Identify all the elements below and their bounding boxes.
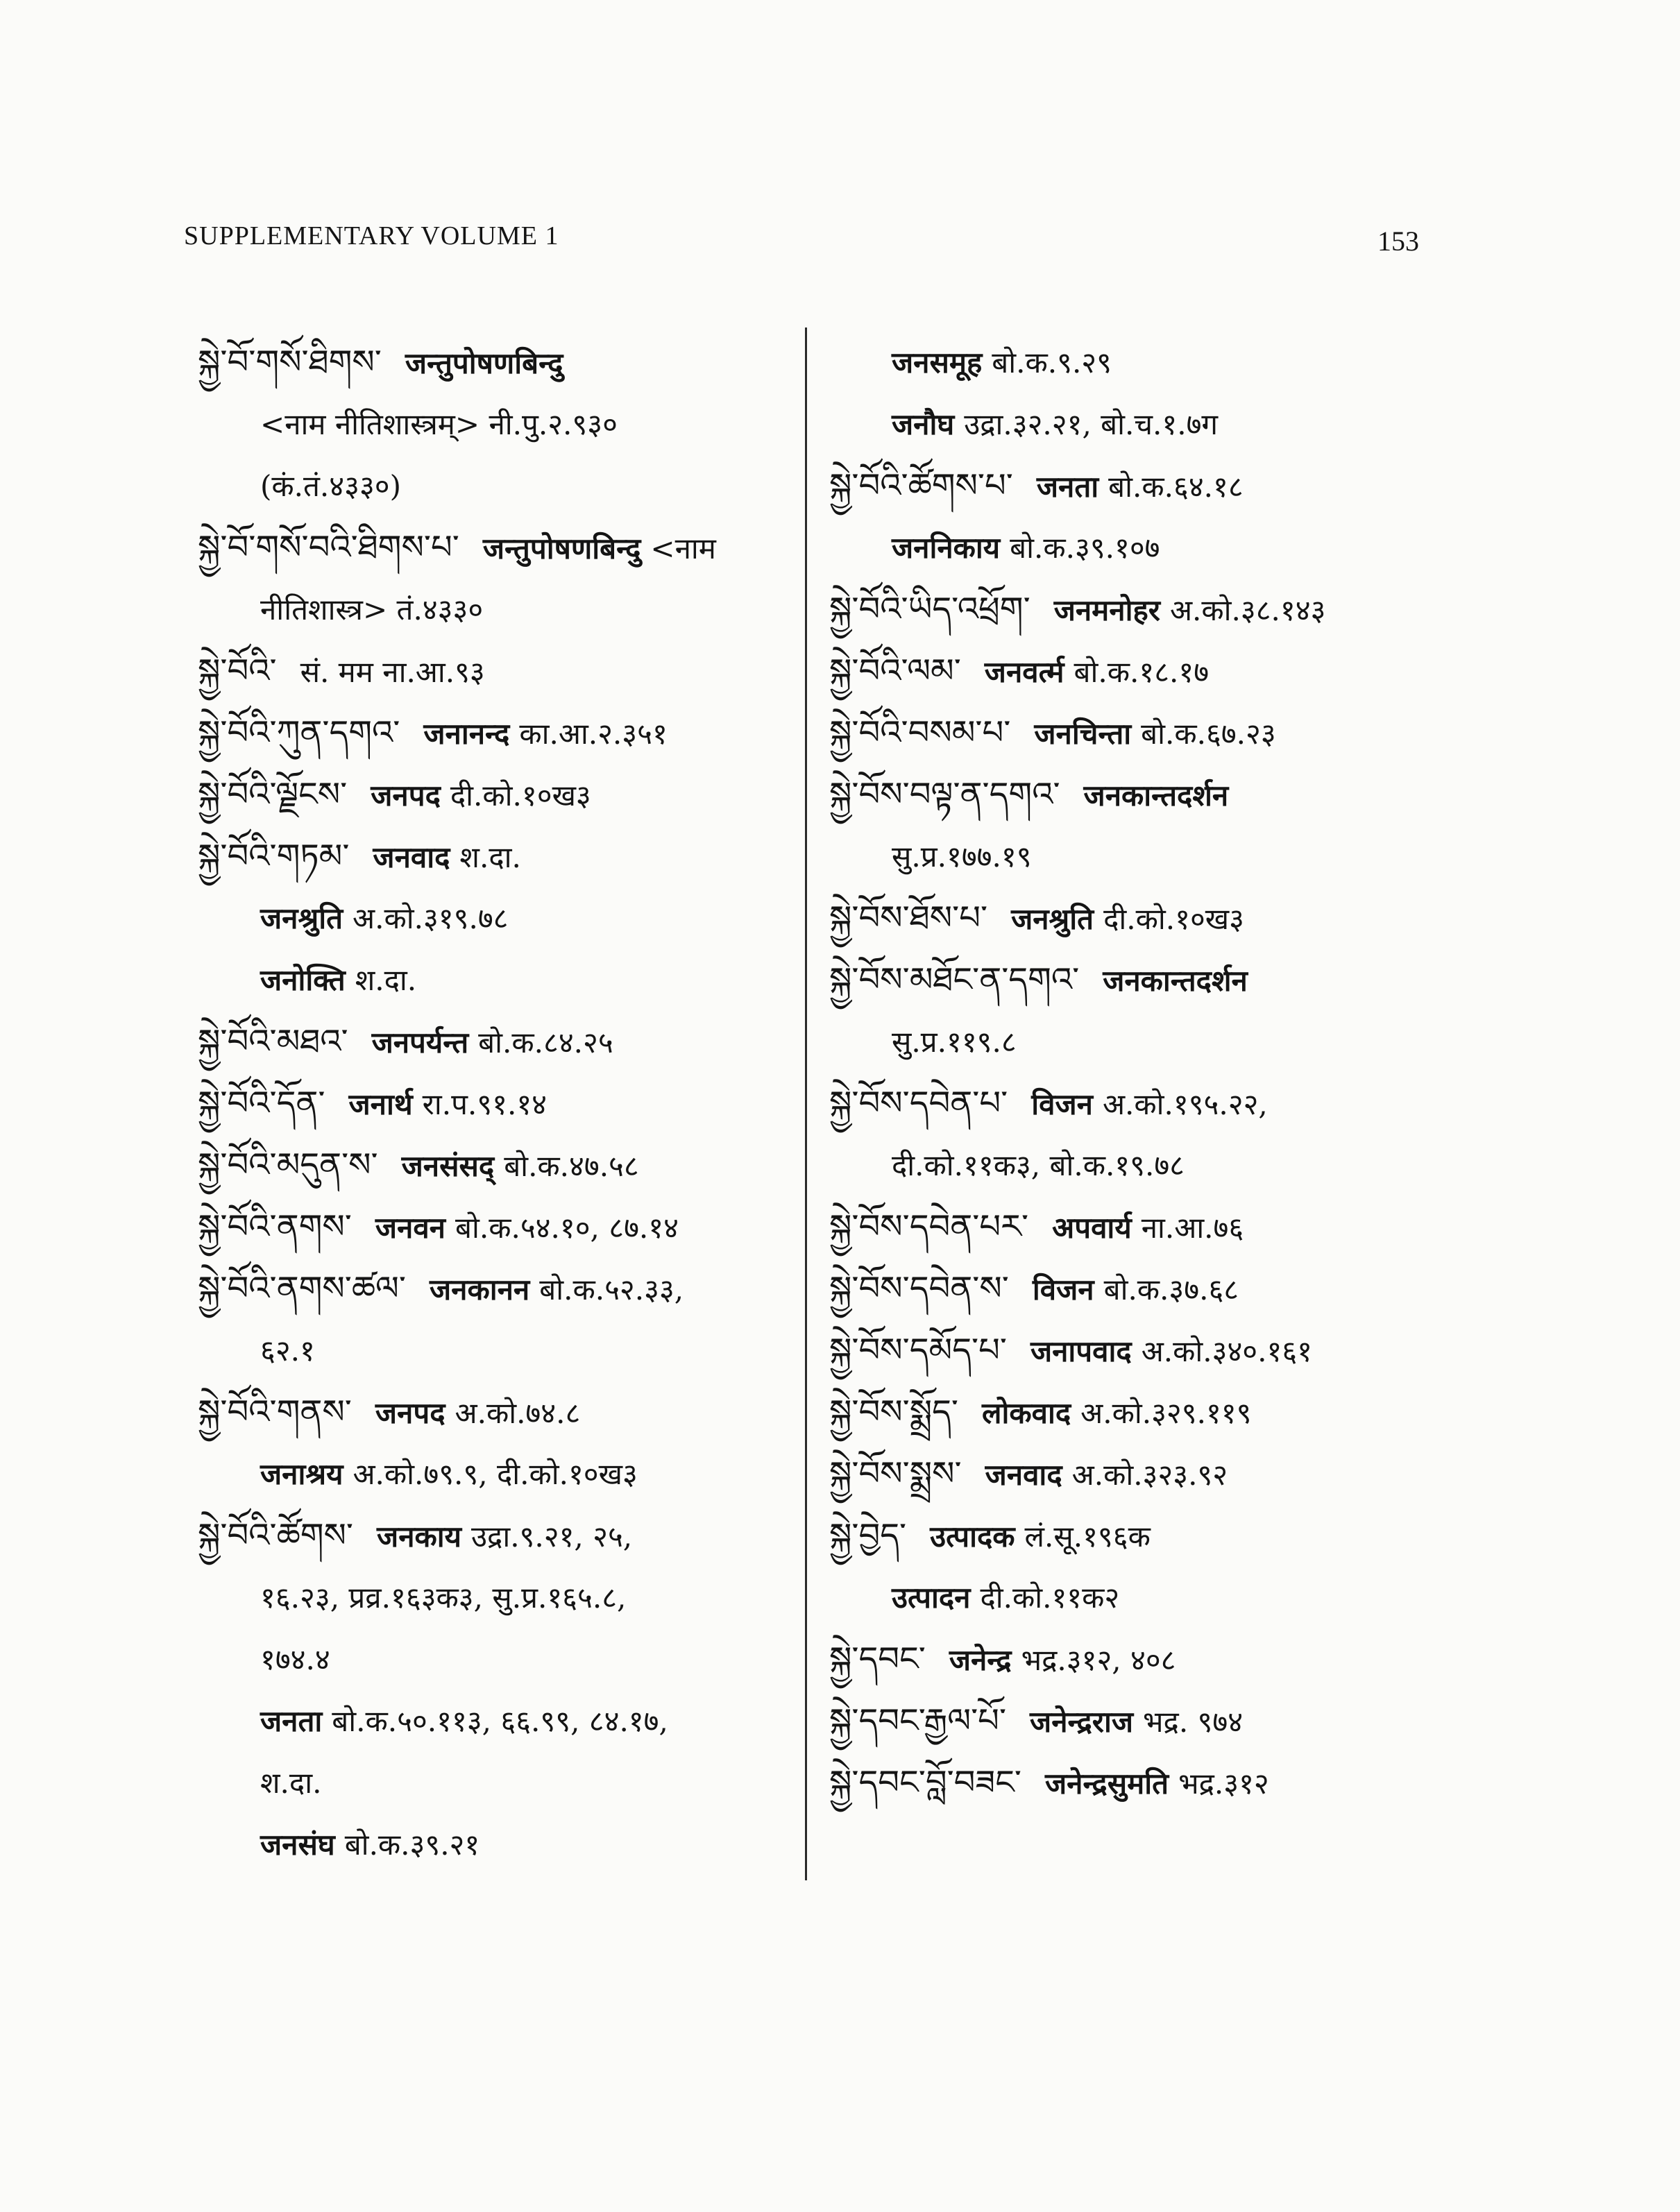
sanskrit-equivalent: जनाश्रय [260, 1457, 343, 1491]
tibetan-headword: སྐྱེ་བོའི་ [198, 652, 277, 690]
sanskrit-equivalent: अपवार्य [1052, 1211, 1132, 1245]
tibetan-headword: སྐྱེ་བྱེད་ [829, 1516, 907, 1555]
source-reference: बो.क.८४.२५ [478, 1026, 613, 1060]
entry-continuation-line [829, 1567, 1454, 1628]
source-reference: नीतिशास्त्र> तं.४३३० [260, 593, 484, 627]
dictionary-entry [198, 640, 795, 702]
sanskrit-equivalent: जनकानन [430, 1273, 530, 1307]
sanskrit-equivalent: जनमनोहर [1053, 593, 1160, 627]
source-reference: १६.२३, प्रव्र.१६३क३, सु.प्र.१६५.८, [260, 1581, 627, 1615]
sanskrit-equivalent: जनवन [375, 1211, 446, 1245]
dictionary-entry [829, 887, 1454, 949]
dictionary-entry [829, 1690, 1454, 1752]
source-reference: १७४.४ [260, 1642, 330, 1676]
sanskrit-equivalent: जनानन्द [423, 717, 510, 751]
left-column [198, 332, 795, 1875]
entry-continuation-line [198, 1567, 795, 1628]
sanskrit-equivalent: जनसंघ [260, 1828, 335, 1862]
source-reference: बो.क.३७.६८ [1103, 1273, 1239, 1307]
sanskrit-equivalent: जनेन्द्रराज [1030, 1705, 1134, 1739]
source-reference: <नाम [650, 531, 716, 565]
tibetan-headword: སྐྱེ་དབང་ [829, 1640, 926, 1678]
entry-continuation-line [829, 826, 1454, 887]
source-reference: दी.को.११क३, बो.क.१९.७८ [892, 1148, 1185, 1182]
sanskrit-equivalent: जनवाद [373, 840, 450, 874]
dictionary-entry [829, 1628, 1454, 1690]
entry-continuation-line [198, 1814, 795, 1875]
source-reference: बो.क.६४.१८ [1108, 470, 1244, 504]
source-reference: सु.प्र.११९.८ [892, 1025, 1017, 1059]
entry-continuation-line [829, 332, 1454, 393]
dictionary-entry [829, 702, 1454, 764]
sanskrit-equivalent: जनकान्तदर्शन [1083, 779, 1229, 813]
source-reference: सं. मम ना.आ.९३ [300, 655, 485, 689]
source-reference: श.दा. [355, 963, 417, 997]
sanskrit-equivalent: जनापवाद [1030, 1334, 1132, 1368]
sanskrit-equivalent: जनता [260, 1704, 323, 1738]
source-reference: भद्र.३१२, ४०८ [1021, 1643, 1176, 1677]
sanskrit-equivalent: जनसमूह [892, 346, 983, 380]
sanskrit-equivalent: जनकान्तदर्शन [1103, 964, 1248, 998]
sanskrit-equivalent: जनौघ [892, 407, 955, 441]
dictionary-entry [829, 579, 1454, 640]
sanskrit-equivalent: जननिकाय [892, 531, 1001, 565]
tibetan-headword: སྐྱེ་བོས་དམོད་པ་ [829, 1331, 1007, 1370]
source-reference: भद्र.३१२ [1178, 1767, 1269, 1801]
tibetan-headword: སྐྱེ་བོས་ཐོས་པ་ [829, 899, 988, 937]
sanskrit-equivalent: जनकाय [377, 1520, 461, 1554]
source-reference: ना.आ.७६ [1141, 1211, 1244, 1245]
sanskrit-equivalent: जनोक्ति [260, 963, 346, 997]
sanskrit-equivalent: जनपद [375, 1396, 446, 1430]
dictionary-entry [198, 1073, 795, 1134]
entry-continuation-line [829, 517, 1454, 579]
entry-continuation-line [829, 393, 1454, 455]
dictionary-entry [829, 640, 1454, 702]
tibetan-headword: སྐྱེ་བོས་དབེན་ས་ [829, 1269, 1009, 1308]
source-reference: भद्र. ९७४ [1143, 1705, 1244, 1739]
source-reference: (कं.तं.४३३०) [260, 469, 402, 503]
sanskrit-equivalent: जनार्थ [348, 1087, 413, 1121]
source-reference: अ.को.३२९.११९ [1080, 1396, 1252, 1430]
tibetan-headword: སྐྱེ་བོའི་ནགས་ [198, 1207, 352, 1246]
source-reference: का.आ.२.३५१ [519, 717, 668, 751]
dictionary-entry [829, 1258, 1454, 1320]
source-reference: श.दा. [459, 840, 521, 874]
source-reference: बो.क.९.२९ [992, 346, 1112, 380]
dictionary-entry [198, 1381, 795, 1443]
source-reference: दी.को.१०ख३ [450, 779, 591, 813]
source-reference: बो.क.५४.१०, ८७.१४ [455, 1211, 679, 1245]
source-reference: लं.सू.१९६क [1024, 1520, 1151, 1554]
entry-continuation-line [198, 393, 795, 455]
tibetan-headword: སྐྱེ་བོས་སྨྲོད་ [829, 1393, 959, 1431]
dictionary-entry [198, 517, 795, 579]
sanskrit-equivalent: जनपद [371, 779, 441, 813]
tibetan-headword: སྐྱེ་བོའི་ཚོགས་ [198, 1516, 354, 1555]
entry-continuation-line [198, 579, 795, 640]
sanskrit-equivalent: जनसंसद् [401, 1149, 495, 1183]
tibetan-headword: སྐྱེ་བོའི་ཚོགས་པ་ [829, 466, 1013, 505]
tibetan-headword: སྐྱེ་བོའི་གནས་ [198, 1393, 352, 1431]
sanskrit-equivalent: जनचिन्ता [1034, 717, 1132, 751]
source-reference: अ.को.७४.८ [455, 1396, 581, 1430]
tibetan-headword: སྐྱེ་བོའི་ལྗོངས་ [198, 775, 348, 814]
tibetan-headword: སྐྱེ་བོའི་བསམ་པ་ [829, 713, 1011, 752]
source-reference: उद्रा.३२.२१, बो.च.१.७ग [964, 407, 1219, 441]
dictionary-entry [198, 1258, 795, 1320]
dictionary-entry [198, 1134, 795, 1196]
tibetan-headword: སྐྱེ་བོའི་མདུན་ས་ [198, 1146, 378, 1184]
entry-continuation-line [198, 455, 795, 517]
source-reference: अ.को.३४०.१६१ [1141, 1334, 1313, 1368]
entry-continuation-line [829, 1011, 1454, 1073]
tibetan-headword: སྐྱེ་བོའི་ཡིད་འཕྲོག་ [829, 590, 1030, 629]
dictionary-entry [829, 1505, 1454, 1567]
tibetan-headword: སྐྱེ་དབང་བློ་བཟང་ [829, 1763, 1021, 1802]
entry-continuation-line [198, 887, 795, 949]
tibetan-headword: སྐྱེ་བོས་སྨྲས་ [829, 1454, 962, 1493]
source-reference: दी.को.११क२ [980, 1581, 1120, 1615]
sanskrit-equivalent: उत्पादन [892, 1581, 971, 1615]
dictionary-entry [198, 702, 795, 764]
sanskrit-equivalent: लोकवाद [982, 1396, 1071, 1430]
entry-continuation-line [198, 1320, 795, 1381]
sanskrit-equivalent: जनश्रुति [1011, 902, 1094, 936]
dictionary-entry [198, 764, 795, 826]
dictionary-entry [198, 826, 795, 887]
sanskrit-equivalent: जनेन्द्रसुमति [1044, 1767, 1169, 1801]
dictionary-entry [829, 764, 1454, 826]
tibetan-headword: སྐྱེ་བོས་དབེན་པར་ [829, 1207, 1029, 1246]
source-reference: बो.क.३९.२१ [344, 1828, 480, 1862]
tibetan-headword: སྐྱེ་བོས་དབེན་པ་ [829, 1084, 1008, 1123]
source-reference: अ.को.३८.१४३ [1169, 593, 1326, 627]
source-reference: <नाम नीतिशास्त्रम्> नी.पु.२.९३० [260, 407, 618, 441]
right-column [829, 332, 1454, 1814]
dictionary-entry [198, 1196, 795, 1258]
sanskrit-equivalent: जनश्रुति [260, 901, 343, 935]
running-head: SUPPLEMENTARY VOLUME 1 [184, 221, 559, 250]
source-reference: अ.को.३१९.७८ [353, 901, 509, 935]
dictionary-entry [829, 1196, 1454, 1258]
entry-continuation-line [198, 949, 795, 1011]
entry-continuation-line [198, 1752, 795, 1814]
dictionary-entry [829, 1073, 1454, 1134]
dictionary-entry [829, 1381, 1454, 1443]
entry-continuation-line [198, 1443, 795, 1505]
dictionary-entry [829, 455, 1454, 517]
tibetan-headword: སྐྱེ་དབང་རྒྱལ་པོ་ [829, 1701, 1007, 1740]
tibetan-headword: སྐྱེ་བོའི་ནགས་ཚལ་ [198, 1269, 407, 1308]
tibetan-headword: སྐྱེ་བོས་མཐོང་ན་དགའ་ [829, 960, 1080, 999]
source-reference: ६२.१ [260, 1334, 315, 1368]
tibetan-headword: སྐྱེ་བོ་གསོ་ཐིགས་ [198, 343, 382, 382]
sanskrit-equivalent: विजन [1031, 1087, 1093, 1121]
dictionary-entry [198, 332, 795, 393]
sanskrit-equivalent: जन्तुपोषणबिन्दु [482, 531, 641, 565]
entry-continuation-line [829, 1134, 1454, 1196]
sanskrit-equivalent: जन्तुपोषणबिन्दु [405, 346, 563, 380]
column-divider [805, 327, 807, 1880]
sanskrit-equivalent: उत्पादक [930, 1520, 1015, 1554]
source-reference: श.दा. [260, 1766, 322, 1800]
entry-continuation-line [198, 1628, 795, 1690]
tibetan-headword: སྐྱེ་བོའི་དོན་ [198, 1084, 325, 1123]
entry-continuation-line [198, 1690, 795, 1752]
source-reference: रा.प.९१.१४ [422, 1087, 547, 1121]
dictionary-entry [198, 1011, 795, 1073]
source-reference: अ.को.३२३.९२ [1071, 1458, 1228, 1492]
sanskrit-equivalent: जनवाद [985, 1458, 1062, 1492]
page-number: 153 [1377, 226, 1419, 257]
source-reference: सु.प्र.१७७.१९ [892, 840, 1032, 874]
source-reference: दी.को.१०ख३ [1103, 902, 1244, 936]
tibetan-headword: སྐྱེ་བོ་གསོ་བའི་ཐིགས་པ་ [198, 528, 459, 567]
tibetan-headword: སྐྱེ་བོའི་ལམ་ [829, 652, 961, 690]
tibetan-headword: སྐྱེ་བོའི་གཏམ་ [198, 837, 350, 876]
sanskrit-equivalent: विजन [1032, 1273, 1094, 1307]
source-reference: अ.को.१९५.२२, [1102, 1087, 1268, 1121]
tibetan-headword: སྐྱེ་བོས་བལྟ་ན་དགའ་ [829, 775, 1060, 814]
dictionary-entry [829, 1752, 1454, 1814]
sanskrit-equivalent: जनपर्यन्त [371, 1026, 469, 1060]
tibetan-headword: སྐྱེ་བོའི་མཐའ་ [198, 1022, 348, 1061]
source-reference: बो.क.३९.१०७ [1010, 531, 1160, 565]
dictionary-entry [829, 949, 1454, 1011]
sanskrit-equivalent: जनवर्त्म [984, 655, 1064, 689]
page-header [0, 221, 1680, 262]
source-reference: बो.क.५०.११३, ६६.९९, ८४.१७, [332, 1704, 668, 1738]
sanskrit-equivalent: जनेन्द्र [949, 1643, 1012, 1677]
sanskrit-equivalent: जनता [1036, 470, 1099, 504]
source-reference: बो.क.४७.५८ [504, 1149, 639, 1183]
source-reference: उद्रा.९.२१, २५, [471, 1520, 633, 1554]
source-reference: बो.क.६७.२३ [1141, 717, 1276, 751]
source-reference: बो.क.१८.१७ [1074, 655, 1210, 689]
dictionary-entry [829, 1443, 1454, 1505]
source-reference: बो.क.५२.३३, [539, 1273, 684, 1307]
dictionary-entry [829, 1320, 1454, 1381]
dictionary-entry [198, 1505, 795, 1567]
tibetan-headword: སྐྱེ་བོའི་ཀུན་དགའ་ [198, 713, 400, 752]
source-reference: अ.को.७९.९, दी.को.१०ख३ [353, 1457, 638, 1491]
